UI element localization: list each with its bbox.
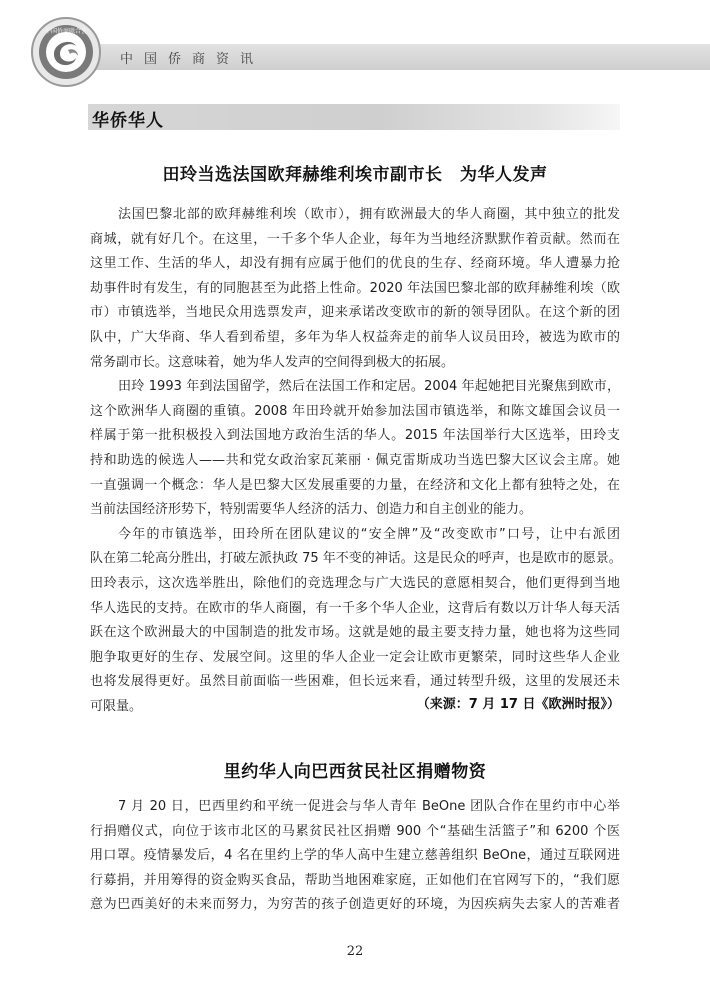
article1-line: 样属于第一批积极投入到法国地方政治生活的华人。2015 年法国举行大区选举，田玲支 [90, 428, 620, 444]
article1-line: 市）市镇选举，当地民众用选票发声，迎来承诺改变欧市的新的领导团队。在这个新的团 [90, 305, 620, 321]
article2-line: 7 月 20 日，巴西里约和平统一促进会与华人青年 BeOne 团队合作在里约市中心举 [118, 799, 620, 814]
article1-line: 这里工作、生活的华人，却没有拥有应属于他们的优良的生存、经商环境。华人遭暴力抢 [90, 256, 620, 272]
article1-line: 可限量。 [90, 698, 143, 714]
page-header [0, 0, 710, 72]
section-title: 华侨华人 [92, 111, 164, 131]
section-bar [88, 104, 620, 130]
article1-line: 也将发展得更好。虽然目前面临一些困难，但长远来看，通过转型升级，这里的发展还未 [90, 674, 620, 690]
article1-line: 队在第二轮高分胜出，打破左派执政 75 年不变的神话。这是民众的呼声，也是欧市的愿景。 [90, 551, 622, 567]
article1-line: 今年的市镇选举，田玲所在团队建议的“安全牌”及“改变欧市”口号，让中右派团 [118, 526, 620, 542]
article1-source: （来源：7 月 17 日《欧洲时报》） [416, 697, 620, 712]
article1-line: 劫事件时有发生，有的同胞甚至为此搭上性命。2020 年法国巴黎北部的欧拜赫维利埃（欧 [90, 280, 620, 296]
article1-line: 跃在这个欧洲最大的中国制造的批发市场。这就是她的最主要支持力量，她也将为这些同 [90, 625, 620, 641]
article1-line: 胞争取更好的生存、发展空间。这里的华人企业一定会让欧市更繁荣，同时这些华人企业 [90, 649, 620, 665]
article1-line: 华人选民的支持。在欧市的华人商圈，有一千多个华人企业，这背后有数以万计华人每天活 [90, 600, 620, 616]
article1-line: 商城，就有好几个。在这里，一千多个华人企业，每年为当地经济默默作着贡献。然而在 [90, 231, 620, 247]
article2-title: 里约华人向巴西贫民社区捐赠物资 [223, 762, 487, 782]
page-number: 22 [346, 944, 364, 959]
association-logo [28, 14, 104, 90]
article1-line: 法国巴黎北部的欧拜赫维利埃（欧市），拥有欧洲最大的华人商圈，其中独立的批发 [118, 207, 620, 222]
article2-line: 用口罩。疫情暴发后，4 名在里约上学的华人高中生建立慈善组织 BeOne，通过互联网进 [90, 848, 620, 864]
article1-line: 常务副市长。这意味着，她为华人发声的空间得到极大的拓展。 [90, 354, 455, 370]
article2-line: 意为巴西美好的未来而努力，为穷苦的孩子创造更好的环境，为因疾病失去家人的苦难者 [90, 897, 620, 913]
article2-body [90, 795, 620, 918]
article1-line: 田玲表示，这次选举胜出，除他们的竞选理念与广大选民的意愿相契合，他们更得到当地 [90, 575, 620, 591]
logo-ring-text: 中国侨商联合会 [44, 28, 88, 35]
article1-line: 这个欧洲华人商圈的重镇。2008 年田玲就开始参加法国市镇选举，和陈文雄国会议员一 [90, 403, 620, 419]
article2-line: 行捐赠仪式，向位于该市北区的马累贫民社区捐赠 900 个“基础生活篮子”和 6200 个医 [90, 823, 620, 839]
article1-line: 一直强调一个概念：华人是巴黎大区发展重要的力量，在经济和文化上都有独特之处，在 [90, 477, 620, 493]
article1-line: 持和助选的候选人——共和党女政治家瓦莱丽 · 佩克雷斯成功当选巴黎大区议会主席。她 [90, 452, 620, 468]
article1-body [90, 203, 620, 719]
article1-title: 田玲当选法国欧拜赫维利埃市副市长 为华人发声 [162, 165, 548, 185]
article2-line: 行募捐，并用筹得的资金购买食品，帮助当地困难家庭，正如他们在官网写下的，“我们愿 [90, 872, 620, 888]
article1-line: 田玲 1993 年到法国留学，然后在法国工作和定居。2004 年起她把目光聚焦到欧市， [118, 379, 620, 395]
header-title: 中国侨商资讯 [120, 52, 265, 67]
article1-line: 队中，广大华商、华人看到希望，多年为华人权益奔走的前华人议员田玲，被选为欧市的 [90, 329, 620, 345]
article1-line: 当前法国经济形势下，特别需要华人经济的活力、创造力和自主创业的能力。 [90, 502, 533, 518]
